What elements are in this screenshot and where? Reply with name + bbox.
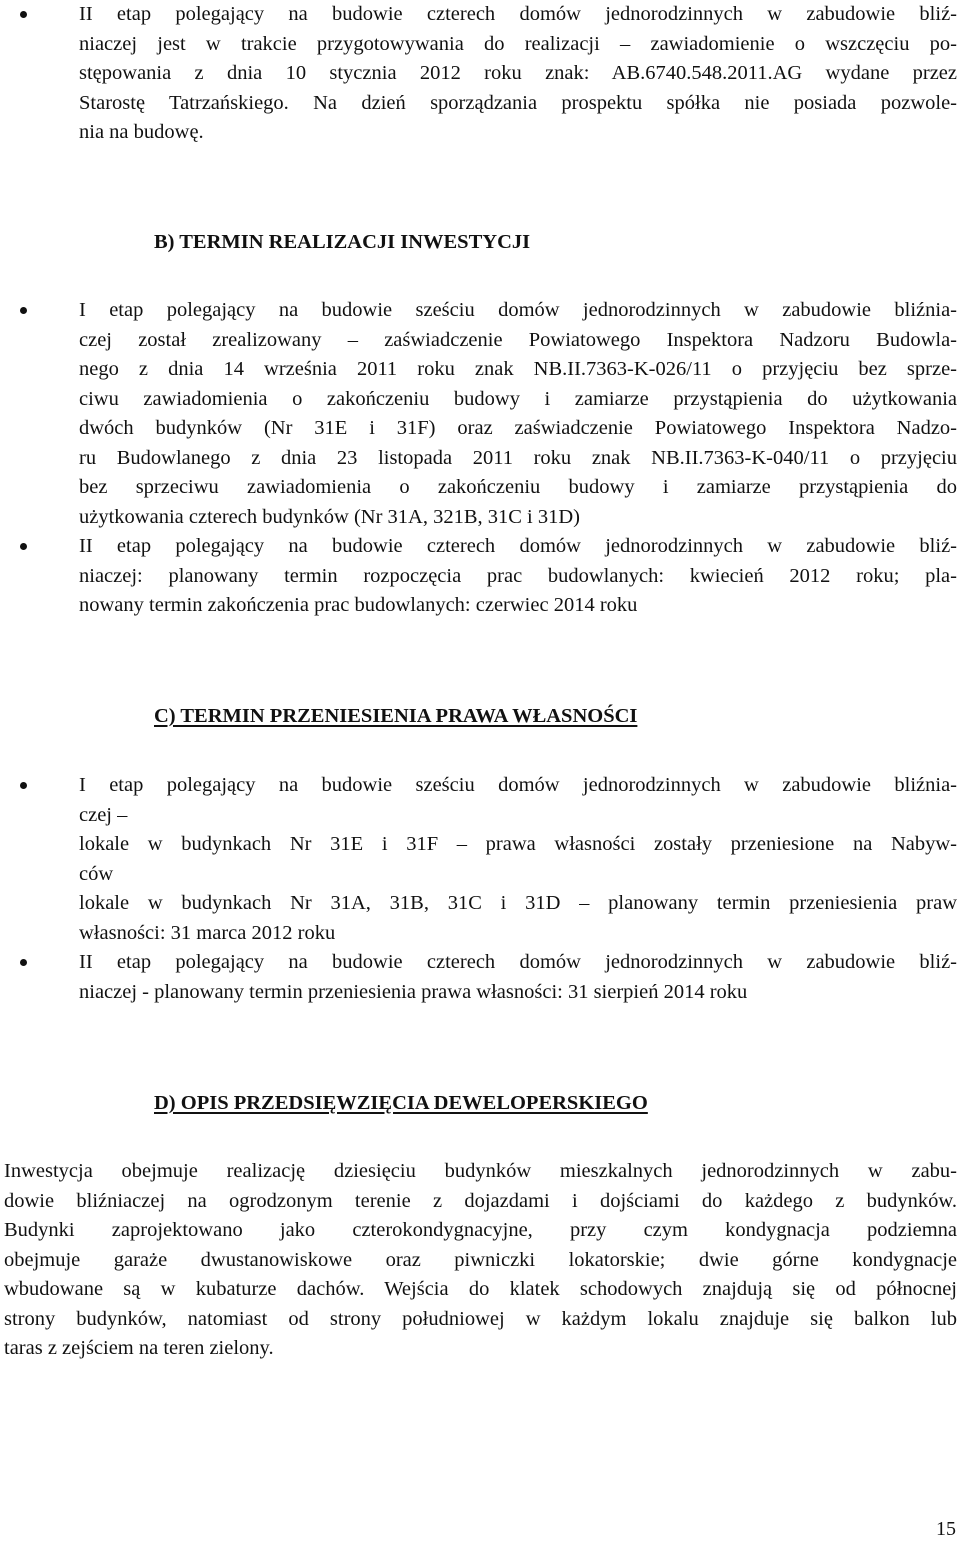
text-line: ru Budowlanego z dnia 23 listopada 2011 roku znak NB.II.7363-K-040/11 o przyjęciu [79,446,957,469]
text-line: nego z dnia 14 września 2011 roku znak NB.II.7363-K-026/11 o przyjęciu bez sprze- [79,358,957,380]
text-line: obejmuje garaże dwustanowiskowe oraz piwniczki lokatorskie; dwie górne kondygnacje [4,1248,957,1271]
text-line: I etap polegający na budowie sześciu domów jednorodzinnych w zabudowie bliźnia- [79,299,957,321]
text-line: ciwu zawiadomienia o zakończeniu budowy i zamiarze przystąpienia do użytkowania [79,387,957,410]
text-line: czej został zrealizowany – zaświadczenie Powiatowego Inspektora Nadzoru Budowla- [79,328,957,351]
section-heading: D) OPIS PRZEDSIĘWZIĘCIA DEWELOPERSKIEGO [154,1092,648,1114]
text-line: II etap polegający na budowie czterech domów jednorodzinnych w zabudowie bliź- [79,535,957,557]
list-item [79,296,957,532]
text-line: ców [79,862,114,885]
bullet-icon [20,11,27,18]
text-line: nowany termin zakończenia prac budowlanych: czerwiec 2014 roku [79,594,638,616]
body-paragraph [4,1157,957,1364]
text-line: czej – [79,803,128,826]
section-heading: B) TERMIN REALIZACJI INWESTYCJI [154,231,531,253]
text-line: niaczej: planowany termin rozpoczęcia prac budowlanych: kwiecień 2012 roku; pla- [79,564,957,587]
text-line: wbudowane są w kubaturze dachów. Wejścia do klatek schodowych znajdują się od północnej [4,1278,957,1300]
bullet-icon [20,782,27,789]
text-line: taras z zejściem na teren zielony. [4,1337,274,1359]
text-line: niaczej - planowany termin przeniesienia prawa własności: 31 sierpień 2014 roku [79,980,748,1003]
text-line: niaczej jest w trakcie przygotowywania do realizacji – zawiadomienie o wszczęciu po- [79,32,957,55]
text-line: Budynki zaprojektowano jako czterokondygnacyjne, przy czym kondygnacja podziemna [4,1219,957,1241]
text-line: własności: 31 marca 2012 roku [79,921,336,944]
list-item [79,948,957,1007]
text-line: lokale w budynkach Nr 31E i 31F – prawa własności zostały przeniesione na Nabyw- [79,833,957,855]
text-line: II etap polegający na budowie czterech domów jednorodzinnych w zabudowie bliź- [79,951,957,973]
bullet-icon [20,959,27,966]
bullet-icon [20,307,27,314]
bullet-icon [20,543,27,550]
text-line: strony budynków, natomiast od strony południowej w każdym lokalu znajduje się balkon lub [4,1307,957,1330]
text-line: stępowania z dnia 10 stycznia 2012 roku znak: AB.6740.548.2011.AG wydane przez [79,62,957,84]
page-number: 15 [936,1518,956,1540]
text-line: nia na budowę. [79,121,204,143]
text-line: bez sprzeciwu zawiadomienia o zakończeniu budowy i zamiarze przystąpienia do [79,476,957,498]
text-line: I etap polegający na budowie sześciu domów jednorodzinnych w zabudowie bliźnia- [79,774,957,796]
list-item [79,532,957,621]
list-item [79,0,957,148]
text-line: użytkowania czterech budynków (Nr 31A, 321B, 31C i 31D) [79,505,580,528]
text-line: Starostę Tatrzańskiego. Na dzień sporządzania prospektu spółka nie posiada pozwole- [79,91,957,114]
section-heading: C) TERMIN PRZENIESIENIA PRAWA WŁASNOŚCI [154,705,638,727]
text-line: Inwestycja obejmuje realizację dziesięciu budynków mieszkalnych jednorodzinnych w zabu- [4,1160,957,1182]
list-item [79,771,957,948]
text-line: dwóch budynków (Nr 31E i 31F) oraz zaświadczenie Powiatowego Inspektora Nadzo- [79,417,957,439]
text-line: II etap polegający na budowie czterech domów jednorodzinnych w zabudowie bliź- [79,3,957,25]
text-line: lokale w budynkach Nr 31A, 31B, 31C i 31D – planowany termin przeniesienia praw [79,892,957,914]
text-line: dowie bliźniaczej na ogrodzonym terenie z dojazdami i dojściami do każdego z budynków. [4,1189,957,1212]
